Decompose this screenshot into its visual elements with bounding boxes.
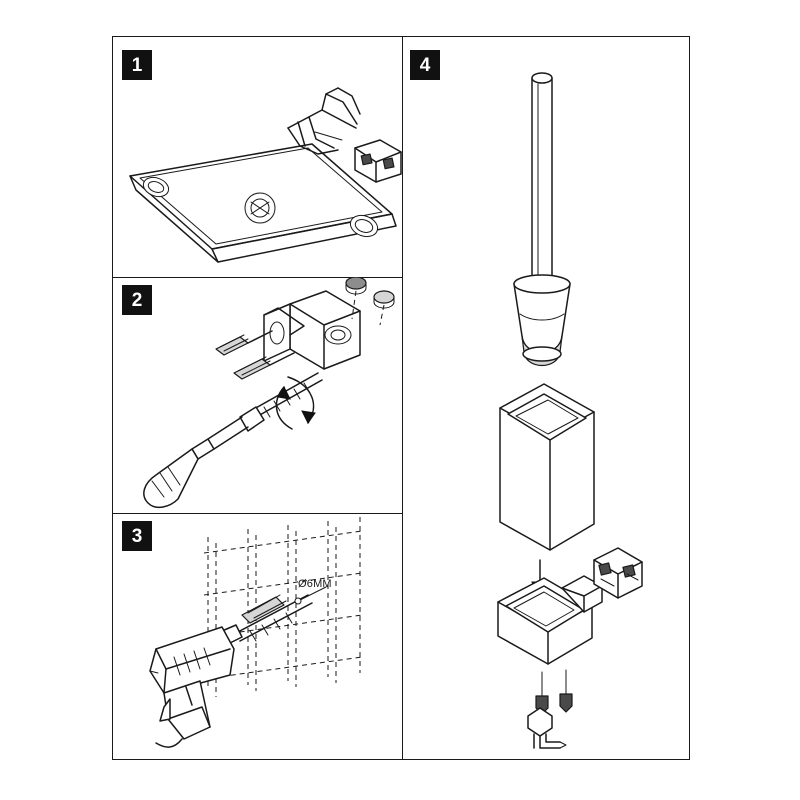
step-4-illustration — [402, 36, 690, 760]
brush-cup-icon — [500, 384, 594, 550]
screwdriver-icon — [144, 417, 248, 507]
bracket-block-icon — [355, 140, 401, 182]
wall-holder-icon — [498, 576, 602, 664]
power-drill-icon — [150, 625, 242, 747]
step-1-badge: 1 — [122, 50, 152, 80]
hex-key-icon — [528, 708, 566, 748]
step-3-illustration — [112, 513, 402, 760]
step-3-panel — [112, 513, 402, 760]
step-2-panel — [112, 277, 402, 513]
step-1-illustration — [112, 36, 402, 277]
pencil-icon — [288, 88, 360, 154]
toilet-brush-icon — [514, 73, 570, 366]
step-2-badge: 2 — [122, 285, 152, 315]
step-4-panel — [402, 36, 690, 760]
mounting-bracket-icon — [264, 291, 360, 369]
grub-screw-icons — [536, 670, 572, 714]
step-1-panel — [112, 36, 402, 277]
step-4-badge: 4 — [410, 50, 440, 80]
screw-icon — [240, 373, 322, 431]
step-2-illustration — [112, 277, 402, 513]
step-3-badge: 3 — [122, 521, 152, 551]
drill-diameter-label: Ø6MM — [298, 578, 332, 590]
